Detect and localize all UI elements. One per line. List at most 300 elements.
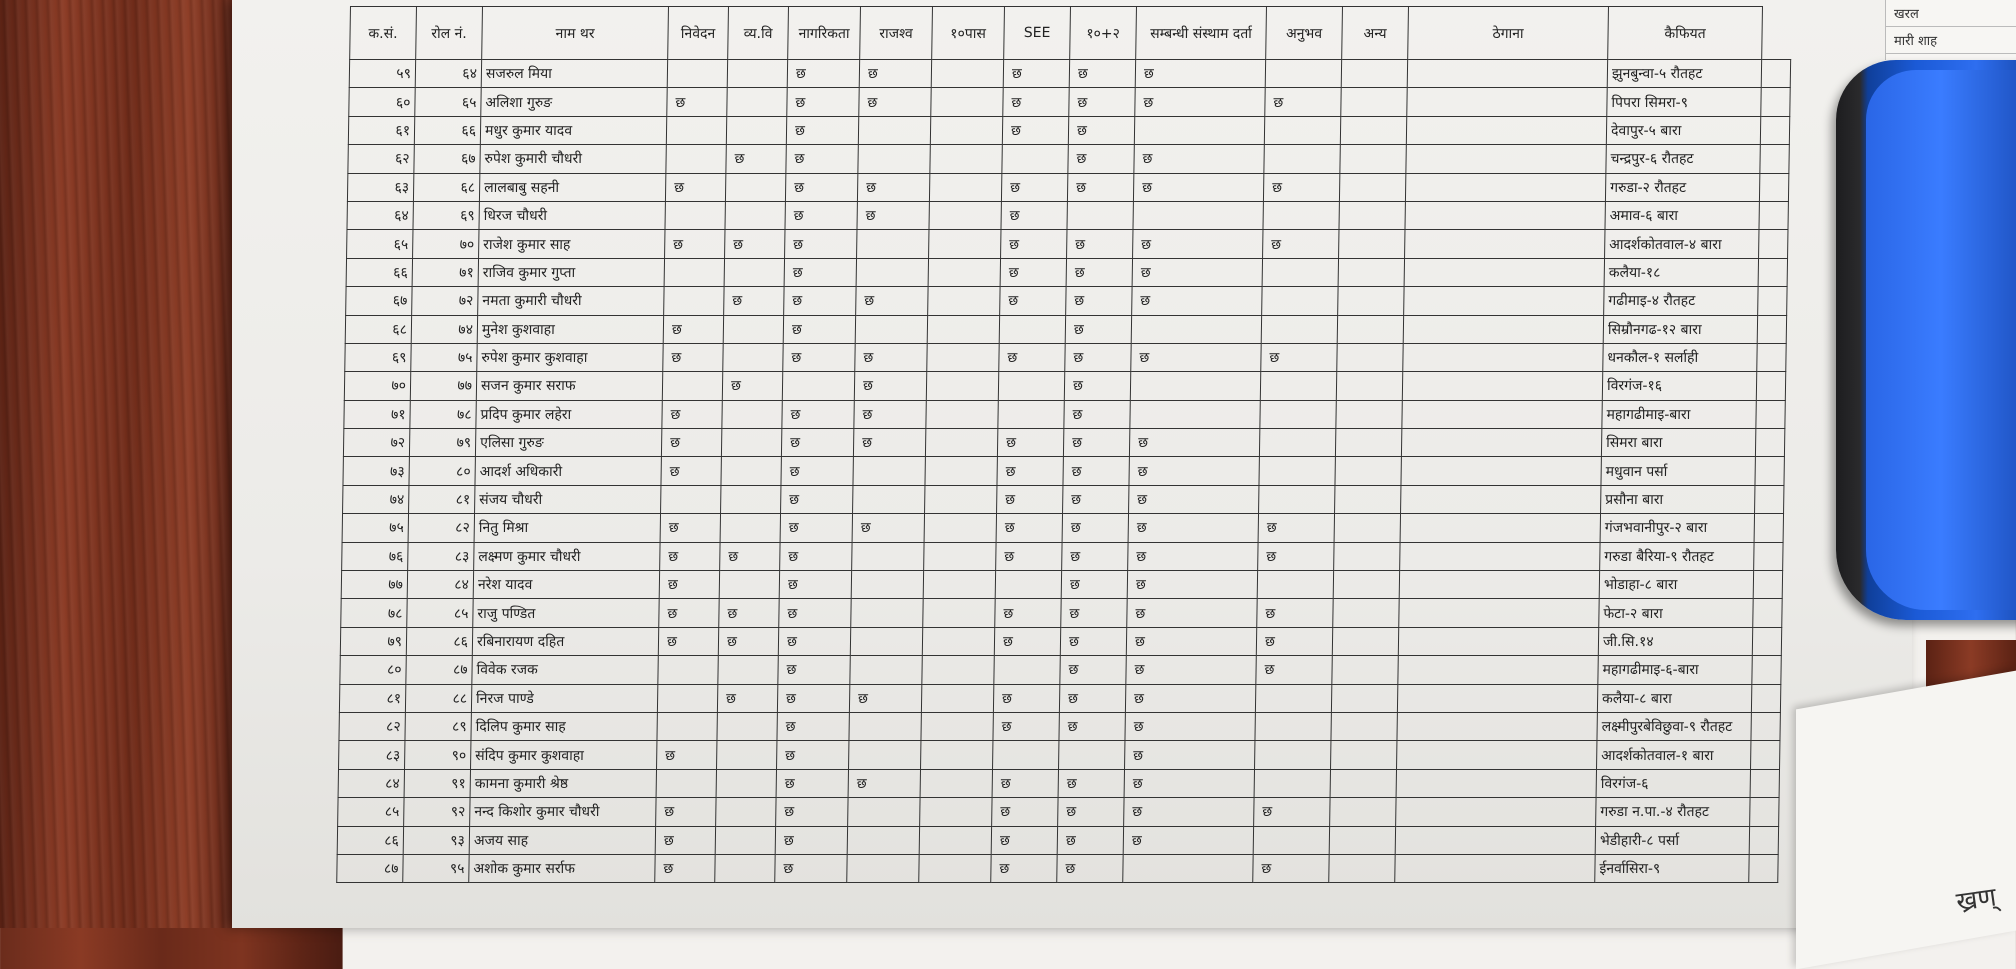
check-cell [853, 457, 925, 485]
check-cell [719, 571, 779, 599]
check-cell: छ [997, 457, 1063, 485]
applicant-table [336, 6, 1792, 883]
remarks-cell [1754, 542, 1783, 570]
table-row [342, 514, 1783, 542]
applicant-name: निरज पाण्डे [471, 684, 657, 712]
check-cell [1002, 145, 1068, 173]
check-cell [923, 599, 995, 627]
blue-stamp-face [1866, 70, 2016, 610]
serial-number: ८३ [339, 741, 405, 769]
check-cell [726, 116, 786, 144]
check-cell [1405, 173, 1605, 201]
check-cell: छ [1131, 343, 1261, 371]
check-cell: छ [853, 429, 925, 457]
check-cell: छ [725, 230, 785, 258]
serial-number: ६२ [348, 145, 414, 173]
check-cell [1330, 769, 1396, 797]
table-row [340, 656, 1781, 684]
serial-number: ५९ [349, 60, 415, 88]
check-cell: छ [1265, 88, 1341, 116]
serial-number: ७८ [341, 599, 407, 627]
check-cell: छ [857, 173, 929, 201]
table-row [337, 854, 1778, 882]
check-cell: छ [1002, 116, 1068, 144]
check-cell [925, 457, 997, 485]
check-cell: छ [1065, 343, 1131, 371]
address-cell: गरुडा बैरिया-९ रौतहट [1600, 542, 1754, 570]
check-cell [657, 684, 717, 712]
check-cell [1336, 400, 1402, 428]
serial-number: ६६ [346, 258, 412, 286]
applicant-name: विवेक रजक [472, 656, 658, 684]
applicant-name: सजन कुमार सराफ [476, 372, 662, 400]
roll-number: ९० [405, 741, 471, 769]
check-cell: छ [1256, 627, 1332, 655]
check-cell [921, 712, 993, 740]
column-header: निवेदन [668, 7, 729, 60]
note-line-2: मारी शाह [1886, 27, 2016, 54]
check-cell [848, 798, 920, 826]
check-cell: छ [1258, 542, 1334, 570]
address-cell: आदर्शकोतवाल-४ बारा [1605, 230, 1759, 258]
remarks-cell [1755, 457, 1784, 485]
serial-number: ६४ [347, 201, 413, 229]
check-cell: छ [781, 457, 853, 485]
check-cell [928, 287, 1000, 315]
remarks-cell [1756, 372, 1785, 400]
roll-number: ८३ [408, 542, 474, 570]
check-cell [930, 145, 1002, 173]
check-cell: छ [785, 201, 857, 229]
applicant-name: संजय चौधरी [475, 485, 661, 513]
check-cell: छ [717, 684, 777, 712]
check-cell [920, 798, 992, 826]
check-cell [922, 627, 994, 655]
check-cell [1397, 712, 1597, 740]
check-cell: छ [1129, 457, 1259, 485]
check-cell [1404, 258, 1604, 286]
check-cell [855, 315, 927, 343]
roll-number: ६९ [413, 201, 479, 229]
remarks-cell [1757, 315, 1786, 343]
check-cell [847, 854, 919, 882]
check-cell [1255, 712, 1331, 740]
serial-number: ७४ [343, 485, 409, 513]
applicant-name: अलिशा गुरुङ [481, 88, 667, 116]
check-cell [928, 258, 1000, 286]
roll-number: ८६ [406, 627, 472, 655]
serial-number: ७९ [340, 627, 406, 655]
roll-number: ७२ [412, 287, 478, 315]
column-header: व्य.वि [728, 7, 789, 60]
check-cell: छ [1066, 287, 1132, 315]
applicant-name: राजेश कुमार साह [479, 230, 665, 258]
check-cell: छ [1057, 854, 1123, 882]
remarks-cell [1751, 684, 1780, 712]
check-cell [930, 116, 1002, 144]
serial-number: ६१ [348, 116, 414, 144]
check-cell [1332, 656, 1398, 684]
check-cell [718, 656, 778, 684]
serial-number: ७० [344, 372, 410, 400]
roll-number: ८० [409, 457, 475, 485]
check-cell: छ [992, 798, 1058, 826]
check-cell: छ [1067, 173, 1133, 201]
check-cell: छ [784, 287, 856, 315]
check-cell [1396, 798, 1596, 826]
column-header: SEE [1004, 7, 1071, 60]
check-cell [921, 684, 993, 712]
check-cell [1262, 258, 1338, 286]
check-cell: छ [1132, 287, 1262, 315]
check-cell: छ [784, 258, 856, 286]
roll-number: ६५ [415, 88, 481, 116]
check-cell: छ [849, 684, 921, 712]
table-row [344, 372, 1785, 400]
check-cell: छ [1060, 627, 1126, 655]
check-cell [1398, 656, 1598, 684]
applicant-name: रबिनारायण दहित [472, 627, 658, 655]
check-cell [1341, 88, 1407, 116]
serial-number: ८१ [339, 684, 405, 712]
address-cell: गंजभवानीपुर-२ बारा [1600, 514, 1754, 542]
check-cell [919, 826, 991, 854]
check-cell: छ [1123, 826, 1253, 854]
top-right-note [1885, 0, 2016, 60]
check-cell [662, 372, 722, 400]
check-cell: छ [787, 60, 859, 88]
remarks-cell [1758, 287, 1787, 315]
roll-number: ८७ [406, 656, 472, 684]
check-cell [922, 656, 994, 684]
remarks-cell [1751, 741, 1780, 769]
check-cell: छ [1128, 542, 1258, 570]
check-cell [1339, 173, 1405, 201]
address-cell: प्रसौना बारा [1601, 485, 1755, 513]
remarks-cell [1753, 599, 1782, 627]
roll-number: ७५ [411, 343, 477, 371]
address-cell: देवापुर-५ बारा [1606, 116, 1760, 144]
check-cell: छ [1001, 173, 1067, 201]
check-cell [723, 343, 783, 371]
table-row [337, 826, 1778, 854]
check-cell [929, 201, 1001, 229]
check-cell: छ [1127, 571, 1257, 599]
address-cell: धनकौल-१ सर्लाही [1603, 343, 1757, 371]
check-cell [925, 485, 997, 513]
table-row [347, 173, 1788, 201]
table-row [340, 627, 1781, 655]
check-cell: छ [848, 769, 920, 797]
serial-number: ६० [349, 88, 415, 116]
table-row [346, 287, 1787, 315]
check-cell: छ [1126, 627, 1256, 655]
check-cell: छ [997, 485, 1063, 513]
check-cell [717, 712, 777, 740]
table-row [348, 116, 1789, 144]
check-cell [925, 429, 997, 457]
check-cell: छ [726, 145, 786, 173]
check-cell [723, 315, 783, 343]
address-cell: सिम्रौनगढ-१२ बारा [1603, 315, 1757, 343]
applicant-name: आदर्श अधिकारी [475, 457, 661, 485]
check-cell [721, 457, 781, 485]
serial-number: ८४ [338, 769, 404, 797]
check-cell: छ [720, 542, 780, 570]
check-cell [847, 826, 919, 854]
check-cell: छ [1135, 88, 1265, 116]
check-cell [998, 400, 1064, 428]
check-cell: छ [661, 429, 721, 457]
check-cell: छ [718, 627, 778, 655]
check-cell [1260, 400, 1336, 428]
check-cell [1253, 826, 1329, 854]
remarks-cell [1749, 854, 1778, 882]
applicant-name: धिरज चौधरी [479, 201, 665, 229]
check-cell [1333, 599, 1399, 627]
roll-number: ९२ [404, 798, 470, 826]
applicant-name: नितु मिश्रा [474, 514, 660, 542]
check-cell [1402, 372, 1602, 400]
check-cell: छ [659, 599, 719, 627]
check-cell [1339, 230, 1405, 258]
check-cell [1401, 457, 1601, 485]
check-cell [667, 60, 727, 88]
check-cell: छ [1069, 88, 1135, 116]
check-cell [1396, 769, 1596, 797]
check-cell: छ [776, 769, 848, 797]
check-cell: छ [993, 684, 1059, 712]
check-cell: छ [775, 826, 847, 854]
check-cell: छ [1000, 287, 1066, 315]
check-cell [722, 400, 782, 428]
check-cell: छ [857, 201, 929, 229]
remarks-cell [1760, 145, 1789, 173]
serial-number: ८० [340, 656, 406, 684]
check-cell: छ [1125, 684, 1255, 712]
serial-number: ७२ [343, 429, 409, 457]
check-cell [1335, 485, 1401, 513]
check-cell: छ [996, 542, 1062, 570]
check-cell: छ [856, 287, 928, 315]
check-cell: छ [783, 315, 855, 343]
check-cell: छ [779, 571, 851, 599]
check-cell: छ [660, 542, 720, 570]
check-cell [1255, 684, 1331, 712]
remarks-cell [1753, 571, 1782, 599]
check-cell: छ [1063, 429, 1129, 457]
applicant-name: लक्ष्मण कुमार चौधरी [474, 542, 660, 570]
check-cell [1337, 315, 1403, 343]
check-cell: छ [724, 287, 784, 315]
serial-number: ७३ [343, 457, 409, 485]
applicant-name: सजरुल मिया [481, 60, 667, 88]
check-cell: छ [1003, 88, 1069, 116]
check-cell: छ [781, 429, 853, 457]
check-cell: छ [1069, 60, 1135, 88]
applicant-name: रुपेश कुमारी चौधरी [480, 145, 666, 173]
check-cell [1337, 343, 1403, 371]
check-cell [920, 769, 992, 797]
check-cell [1265, 60, 1341, 88]
address-cell: गरुडा न.पा.-४ रौतहट [1596, 798, 1750, 826]
check-cell [1395, 854, 1595, 882]
check-cell [999, 315, 1065, 343]
check-cell: छ [1000, 258, 1066, 286]
check-cell: छ [659, 571, 719, 599]
check-cell: छ [1058, 769, 1124, 797]
check-cell [1401, 429, 1601, 457]
address-cell: चन्द्रपुर-६ रौतहट [1606, 145, 1760, 173]
signature: ख्रण् [1954, 882, 1999, 918]
check-cell [1405, 230, 1605, 258]
check-cell: छ [1124, 798, 1254, 826]
check-cell [849, 712, 921, 740]
column-header: कैफियत [1608, 7, 1763, 60]
check-cell [1257, 571, 1333, 599]
applicant-name: नन्द किशोर कुमार चौधरी [470, 798, 656, 826]
check-cell: छ [1256, 656, 1332, 684]
serial-number: ८२ [339, 712, 405, 740]
check-cell: छ [1257, 599, 1333, 627]
check-cell [664, 287, 724, 315]
check-cell: छ [1258, 514, 1334, 542]
check-cell [1338, 287, 1404, 315]
serial-number: ७६ [342, 542, 408, 570]
check-cell [1259, 429, 1335, 457]
check-cell: छ [785, 173, 857, 201]
check-cell [1398, 627, 1598, 655]
check-cell: छ [1068, 116, 1134, 144]
check-cell [1130, 372, 1260, 400]
check-cell: छ [719, 599, 779, 627]
serial-number: ६९ [345, 343, 411, 371]
remarks-cell [1760, 116, 1789, 144]
check-cell [1400, 514, 1600, 542]
table-row [349, 88, 1790, 116]
column-header: राजश्व [860, 7, 933, 60]
remarks-cell [1761, 60, 1790, 88]
check-cell [1331, 741, 1397, 769]
check-cell: छ [859, 60, 931, 88]
check-cell [1329, 854, 1395, 882]
check-cell [716, 769, 776, 797]
address-cell: महागढीमाइ-६-बारा [1598, 656, 1752, 684]
check-cell [1254, 769, 1330, 797]
table-row [339, 684, 1780, 712]
check-cell [720, 514, 780, 542]
check-cell [1340, 145, 1406, 173]
check-cell [1336, 372, 1402, 400]
table-row [338, 798, 1779, 826]
check-cell: छ [1059, 684, 1125, 712]
remarks-cell [1755, 485, 1784, 513]
check-cell [724, 258, 784, 286]
check-cell [782, 372, 854, 400]
check-cell [664, 258, 724, 286]
remarks-cell [1759, 201, 1788, 229]
check-cell [666, 116, 726, 144]
check-cell [858, 116, 930, 144]
check-cell [1399, 571, 1599, 599]
serial-number: ७१ [344, 400, 410, 428]
remarks-cell [1752, 656, 1781, 684]
serial-number: ७७ [341, 571, 407, 599]
column-header: नाम थर [482, 7, 669, 60]
roll-number: ९१ [404, 769, 470, 797]
check-cell: छ [1061, 571, 1127, 599]
remarks-cell [1754, 514, 1783, 542]
check-cell: छ [1126, 656, 1256, 684]
check-cell [1339, 201, 1405, 229]
check-cell: छ [782, 400, 854, 428]
serial-number: ६३ [347, 173, 413, 201]
table-row [339, 712, 1780, 740]
address-cell: मधुवान पर्सा [1601, 457, 1755, 485]
column-header: १०+२ [1070, 7, 1137, 60]
applicant-name: प्रदिप कुमार लहेरा [476, 400, 662, 428]
check-cell [853, 485, 925, 513]
check-cell: छ [1254, 798, 1330, 826]
check-cell [851, 571, 923, 599]
check-cell: छ [665, 173, 725, 201]
address-cell: महागढीमाइ-बारा [1602, 400, 1756, 428]
check-cell: छ [1067, 230, 1133, 258]
check-cell [850, 627, 922, 655]
table-row [341, 571, 1782, 599]
address-cell: भोडाहा-८ बारा [1599, 571, 1753, 599]
note-line-1: खरल [1886, 0, 2016, 27]
check-cell [1264, 116, 1340, 144]
check-cell [1067, 201, 1133, 229]
check-cell: छ [786, 145, 858, 173]
check-cell [725, 173, 785, 201]
check-cell [852, 542, 924, 570]
serial-number: ६८ [345, 315, 411, 343]
check-cell [1400, 542, 1600, 570]
check-cell [665, 201, 725, 229]
check-cell [1130, 400, 1260, 428]
address-cell: विरगंज-१६ [1602, 372, 1756, 400]
table-row [344, 400, 1785, 428]
column-header: सम्बन्धी संस्थाम दर्ता [1136, 7, 1267, 60]
check-cell: छ [663, 315, 723, 343]
check-cell: छ [1134, 145, 1264, 173]
remarks-cell [1750, 769, 1779, 797]
check-cell [1397, 741, 1597, 769]
remarks-cell [1757, 343, 1786, 371]
address-cell: गढीमाइ-४ रौतहट [1604, 287, 1758, 315]
check-cell: छ [785, 230, 857, 258]
check-cell: छ [1068, 145, 1134, 173]
roll-number: ९५ [403, 854, 469, 882]
check-cell [1399, 599, 1599, 627]
check-cell: छ [665, 230, 725, 258]
column-header: अन्य [1342, 7, 1409, 60]
address-cell: गरुडा-२ रौतहट [1605, 173, 1759, 201]
check-cell [994, 656, 1060, 684]
check-cell: छ [996, 514, 1062, 542]
column-header: रोल नं. [416, 7, 483, 60]
applicant-name: एलिसा गुरुङ [475, 429, 661, 457]
check-cell: छ [1058, 798, 1124, 826]
roll-number: ७८ [410, 400, 476, 428]
address-cell: फेटा-२ बारा [1599, 599, 1753, 627]
column-header: अनुभव [1266, 7, 1343, 60]
remarks-cell [1750, 798, 1779, 826]
remarks-cell [1755, 429, 1784, 457]
check-cell: छ [854, 372, 926, 400]
